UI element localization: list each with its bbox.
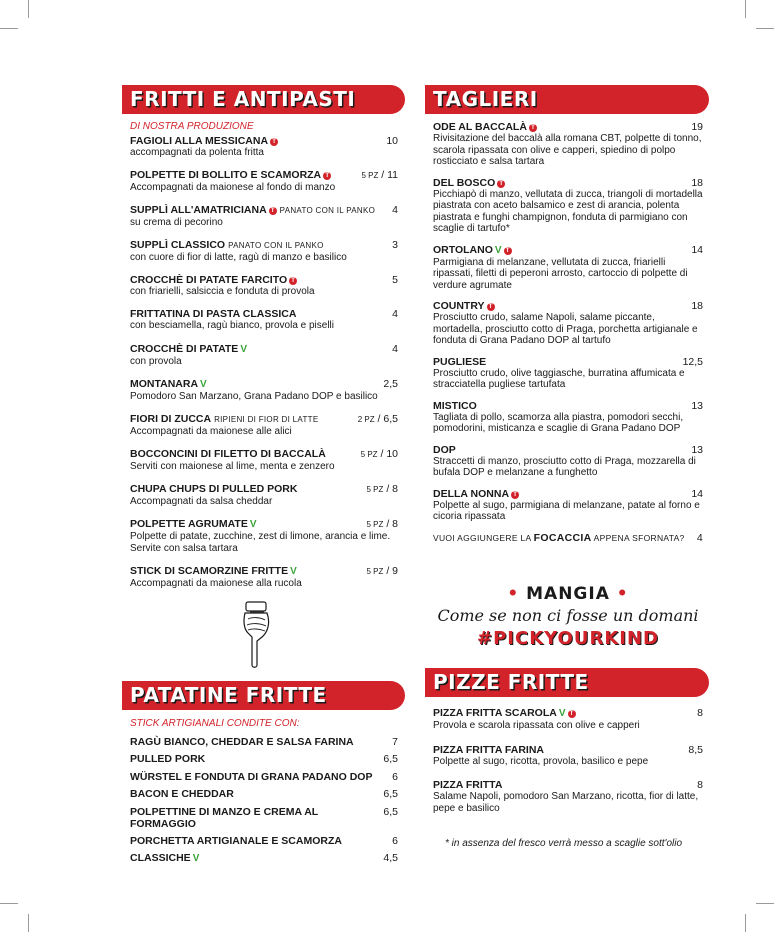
item-price-value: 8 (697, 707, 703, 719)
item-price (683, 356, 703, 368)
item-name (130, 852, 199, 865)
menu-item (433, 400, 703, 435)
item-price: 6,5 (383, 805, 398, 818)
item-name (130, 771, 372, 783)
item-description: Salame Napoli, pomodoro San Marzano, ricotta, fior di latte, pepe e basilico (433, 791, 699, 814)
item-price-value: / 9 (383, 564, 398, 577)
item-name (130, 308, 296, 320)
tartufo-badge-icon: T (504, 247, 512, 255)
item-name (130, 518, 257, 531)
item-price-value: / 11 (378, 169, 398, 182)
item-description: Parmigiana di melanzane, vellutata di zucca, friarielli ripassati, filetti di peperoni arrosto, cartoccio di polpette di verdure agrumate (433, 256, 688, 291)
fritti-title: FRITTI E ANTIPASTI (130, 87, 356, 111)
item-price (358, 413, 398, 426)
item-description: Accompagnati da maionese al fondo di manzo (130, 182, 336, 194)
crop-mark (28, 0, 29, 18)
focaccia-price: 4 (696, 531, 703, 544)
item-price-value: 8 (697, 779, 703, 791)
item-price: 6 (392, 834, 398, 847)
mangia-line1: • MANGIA • (507, 584, 629, 604)
item-pieces: 5 PZ (366, 520, 384, 530)
item-price-value: 10 (386, 135, 398, 147)
item-name-text: ORTOLANO (433, 243, 493, 256)
fries-item (130, 835, 398, 847)
crop-mark (0, 903, 18, 904)
item-name (433, 444, 456, 456)
item-name-text: BOCCONCINI DI FILETTO DI BACCALÀ (130, 447, 326, 460)
item-price (688, 744, 703, 756)
vegetarian-icon: V (200, 378, 207, 390)
menu-item (130, 169, 398, 194)
fries-item (130, 753, 398, 765)
menu-item (130, 518, 398, 554)
item-name-text: DOP (433, 443, 456, 456)
menu-item (433, 300, 703, 347)
item-name-text: PULLED PORK (130, 753, 206, 766)
vegetarian-icon: V (558, 708, 566, 719)
menu-item (130, 308, 398, 332)
menu-item (433, 356, 703, 391)
item-name-text: POLPETTE DI BOLLITO E SCAMORZA (130, 169, 322, 182)
item-price (691, 177, 703, 189)
item-description: Rivisitazione del baccalà alla romana CBT, polpette di tonno, scarola ripassata con olive e capperi, spiedino di polpo rosticciato e salsa tartara (433, 133, 702, 167)
crop-mark (745, 914, 746, 932)
vegetarian-icon: V (290, 565, 297, 577)
fries-item (130, 806, 398, 830)
item-price (392, 343, 398, 355)
item-price (691, 300, 703, 312)
item-name (433, 177, 505, 189)
item-name-text: POLPETTE AGRUMATE (130, 518, 248, 531)
item-price-value: 5 (392, 274, 398, 287)
crop-mark (756, 28, 774, 29)
tartufo-badge-icon: T (529, 124, 537, 132)
item-name-text: PORCHETTA ARTIGIANALE E SCAMORZA (130, 834, 342, 847)
item-name-text: CLASSICHE (130, 852, 191, 865)
menu-item (433, 177, 703, 235)
item-price-value: 13 (691, 443, 703, 456)
item-name (130, 413, 318, 426)
menu-item (433, 744, 703, 768)
item-price: 6 (392, 770, 398, 783)
item-price: 6,5 (383, 753, 398, 766)
item-price-value: 14 (691, 487, 703, 500)
item-price-value: 18 (691, 300, 703, 312)
item-name-text: DEL BOSCO (433, 176, 496, 189)
menu-item (130, 413, 398, 438)
item-price (361, 169, 398, 182)
fritti-list (130, 121, 398, 600)
tartufo-badge-icon: T (568, 710, 576, 718)
pizze-title: PIZZE FRITTE (433, 670, 589, 694)
tartufo-badge-icon: T (511, 491, 519, 499)
item-name (130, 204, 375, 217)
tartufo-badge-icon: T (269, 207, 277, 215)
item-name (130, 343, 247, 356)
item-price (697, 779, 703, 791)
item-price-value: 4 (392, 342, 398, 355)
item-price-value: 12,5 (682, 355, 703, 368)
crop-mark (745, 0, 746, 18)
item-price-value: 13 (691, 399, 703, 412)
item-price (386, 135, 398, 147)
item-name (130, 565, 297, 578)
menu-item (130, 274, 398, 298)
item-name-text: DELLA NONNA (433, 487, 510, 500)
item-name-text: RAGÙ BIANCO, CHEDDAR E SALSA FARINA (130, 736, 354, 748)
fries-item (130, 852, 398, 865)
item-price (383, 378, 398, 390)
item-subnote: PANATO CON IL PANKO (228, 241, 324, 251)
item-price (392, 239, 398, 251)
item-price (691, 244, 703, 256)
crop-mark (0, 28, 18, 29)
taglieri-list (433, 121, 703, 544)
item-price: 4,5 (383, 852, 398, 865)
item-name-text: WÜRSTEL E FONDUTA DI GRANA PADANO DOP (130, 770, 373, 783)
item-price-value: 14 (691, 243, 703, 256)
item-name (130, 806, 383, 830)
item-price-value: / 8 (383, 482, 398, 495)
item-name (130, 736, 354, 748)
item-price (691, 400, 703, 412)
item-name (433, 400, 477, 412)
menu-item (130, 565, 398, 590)
tartufo-badge-icon: T (323, 172, 331, 180)
item-name-text: SUPPLÌ CLASSICO (130, 239, 226, 252)
item-price-value: 4 (392, 204, 398, 217)
item-description: con cuore di fior di latte, ragù di manzo e basilico (130, 252, 347, 264)
fries-item (130, 771, 398, 783)
item-name-text: PIZZA FRITTA SCAROLA (433, 707, 557, 719)
item-name-text: PIZZA FRITTA (433, 779, 503, 791)
item-name (130, 378, 207, 391)
mangia-line2: Come se non ci fosse un domani (437, 606, 699, 625)
item-pieces: 2 PZ (357, 414, 375, 424)
item-name-text: FIORI DI ZUCCA (130, 412, 212, 425)
item-description: Accompagnati da maionese alla rucola (130, 577, 302, 589)
item-price-value: 19 (691, 121, 703, 133)
item-price-value: 8,5 (688, 743, 703, 756)
menu-item (433, 444, 703, 479)
tartufo-badge-icon: T (270, 138, 278, 146)
item-description: Prosciutto crudo, salame Napoli, salame piccante, mortadella, prosciutto cotto di Praga, porchetta artigianale e fonduta di Grana Padano DOP al tartufo (433, 312, 698, 346)
item-name (433, 707, 576, 720)
item-description: Serviti con maionese al lime, menta e zenzero (130, 460, 335, 472)
item-pieces: 5 PZ (360, 449, 378, 459)
item-name-text: POLPETTINE DI MANZO E CREMA AL FORMAGGIO (130, 805, 319, 830)
item-price (361, 448, 398, 461)
vegetarian-icon: V (249, 519, 257, 531)
item-name (433, 121, 537, 133)
item-pieces: 5 PZ (366, 484, 384, 494)
menu-item (130, 239, 398, 264)
item-price (697, 707, 703, 719)
patatine-list (130, 718, 398, 871)
menu-item (433, 707, 703, 732)
item-price (392, 204, 398, 216)
footnote: * in assenza del fresco verrà messo a scaglie sott'olio (445, 838, 683, 849)
item-name-text: CHUPA CHUPS DI PULLED PORK (130, 482, 298, 495)
item-name-text: MONTANARA (130, 377, 199, 390)
mangia-hashtag: #PICKYOURKIND (477, 628, 659, 649)
item-description: con besciamella, ragù bianco, provola e piselli (130, 320, 335, 332)
pizze-list (433, 707, 703, 826)
item-name (433, 300, 495, 312)
item-name (130, 483, 297, 495)
item-price-value: / 10 (377, 447, 398, 460)
taglieri-banner (425, 85, 709, 114)
fries-item (130, 736, 398, 748)
item-name-text: PUGLIESE (433, 355, 487, 368)
item-name (130, 169, 331, 181)
tartufo-badge-icon: T (487, 303, 495, 311)
item-name (433, 744, 544, 756)
item-description: Picchiapò di manzo, vellutata di zucca, triangoli di mortadella piastrata con aceto balsamico e zest di arancia, polenta piastrata e funghi champignon, fonduta di parmigiano con scaglie di tartufo* (433, 188, 703, 234)
item-description: Tagliata di pollo, scamorza alla piastra, pomodori secchi, pomodorini, misticanza e scaglie di Grana Padano DOP (433, 411, 684, 434)
item-price: 7 (392, 736, 398, 748)
fritti-note: DI NOSTRA PRODUZIONE (130, 121, 254, 132)
item-price (367, 483, 399, 496)
vegetarian-icon: V (240, 343, 247, 355)
focaccia-text: VUOI AGGIUNGERE LA FOCACCIA APPENA SFORNATA? (433, 531, 685, 544)
item-description: Polpette di patate, zucchine, zest di limone, arancia e lime. Servite con salsa tartara (130, 531, 391, 554)
item-name (433, 244, 512, 257)
mangia-block (433, 584, 703, 649)
item-description: accompagnati da polenta fritta (130, 147, 264, 158)
item-name-text: CROCCHÈ DI PATATE (130, 342, 239, 355)
crop-mark (756, 903, 774, 904)
item-price: 6,5 (383, 788, 398, 801)
item-price-value: / 6,5 (374, 412, 398, 425)
item-name-text: PIZZA FRITTA FARINA (433, 743, 545, 756)
menu-item (130, 135, 398, 159)
item-name-text: MISTICO (433, 399, 477, 412)
menu-item (130, 483, 398, 508)
item-name (130, 135, 278, 147)
vegetarian-icon: V (192, 853, 200, 865)
item-name (130, 835, 342, 847)
item-description: su crema di pecorino (130, 217, 223, 229)
menu-item (130, 343, 398, 368)
item-price (691, 121, 703, 133)
patatine-note: STICK ARTIGIANALI CONDITE CON: (130, 718, 300, 729)
item-name (130, 448, 326, 460)
item-price (392, 274, 398, 286)
item-name (130, 788, 234, 800)
item-price-value: 3 (392, 239, 398, 252)
item-description: Accompagnati da salsa cheddar (130, 495, 273, 507)
item-price (367, 518, 399, 531)
item-description: con friarielli, salsiccia e fonduta di provola (130, 286, 315, 298)
menu-item (433, 779, 703, 814)
patatine-title: PATATINE FRITTE (130, 683, 327, 707)
item-name-text: STICK DI SCAMORZINE FRITTE (130, 564, 289, 577)
item-name-text: COUNTRY (433, 300, 485, 312)
item-name-text: SUPPLÌ ALL'AMATRICIANA (130, 204, 267, 217)
tartufo-badge-icon: T (289, 277, 297, 285)
patatine-banner (122, 681, 405, 710)
crop-mark (28, 914, 29, 932)
menu-item (433, 488, 703, 523)
item-name-text: FRITTATINA DI PASTA CLASSICA (130, 308, 297, 321)
menu-item (433, 244, 703, 292)
menu-item (130, 378, 398, 403)
item-name (433, 488, 519, 500)
item-name-text: BACON E CHEDDAR (130, 788, 234, 801)
item-name (433, 779, 502, 791)
item-pieces: 5 PZ (366, 566, 384, 576)
item-price (691, 444, 703, 456)
item-description: Provola e scarola ripassata con olive e capperi (433, 720, 640, 731)
menu-item (130, 204, 398, 229)
menu-item (433, 121, 703, 168)
item-price (392, 308, 398, 320)
fritti-banner (122, 85, 405, 114)
item-description: Pomodoro San Marzano, Grana Padano DOP e basilico (130, 390, 378, 402)
item-name-text: CROCCHÈ DI PATATE FARCITO (130, 274, 288, 287)
item-name-text: FAGIOLI ALLA MESSICANA (130, 135, 269, 147)
focaccia-upsell (433, 532, 703, 544)
pointing-hand-icon (240, 601, 274, 669)
item-pieces: 5 PZ (361, 171, 379, 181)
taglieri-title: TAGLIERI (433, 87, 538, 111)
item-description: Polpette al sugo, parmigiana di melanzane, patate al forno e cicoria ripassata (433, 499, 700, 522)
item-price (691, 488, 703, 500)
item-price (367, 565, 399, 578)
item-name (433, 356, 486, 368)
item-name (130, 274, 297, 286)
menu-item (130, 448, 398, 473)
item-name-text: ODE AL BACCALÀ (433, 121, 527, 133)
item-price-value: / 8 (383, 518, 398, 531)
item-name (130, 239, 324, 252)
pizze-banner (425, 668, 709, 697)
item-description: Polpette al sugo, ricotta, provola, basilico e pepe (433, 755, 649, 767)
item-price-value: 18 (691, 176, 703, 189)
item-description: con provola (130, 355, 182, 367)
item-description: Straccetti di manzo, prosciutto cotto di Praga, mozzarella di bufala DOP e melanzane a funghetto (433, 455, 696, 478)
item-subnote: PANATO CON IL PANKO (279, 206, 376, 216)
item-description: Accompagnati da maionese alle alici (130, 425, 292, 437)
vegetarian-icon: V (494, 244, 502, 256)
item-price-value: 2,5 (383, 377, 398, 390)
item-price-value: 4 (392, 308, 398, 321)
fries-item (130, 788, 398, 800)
tartufo-badge-icon: T (497, 180, 505, 188)
item-description: Prosciutto crudo, olive taggiasche, burratina affumicata e stracciatella pugliese tartufata (433, 367, 685, 390)
item-name (130, 753, 205, 765)
item-subnote: RIPIENI DI FIOR DI LATTE (214, 414, 319, 424)
